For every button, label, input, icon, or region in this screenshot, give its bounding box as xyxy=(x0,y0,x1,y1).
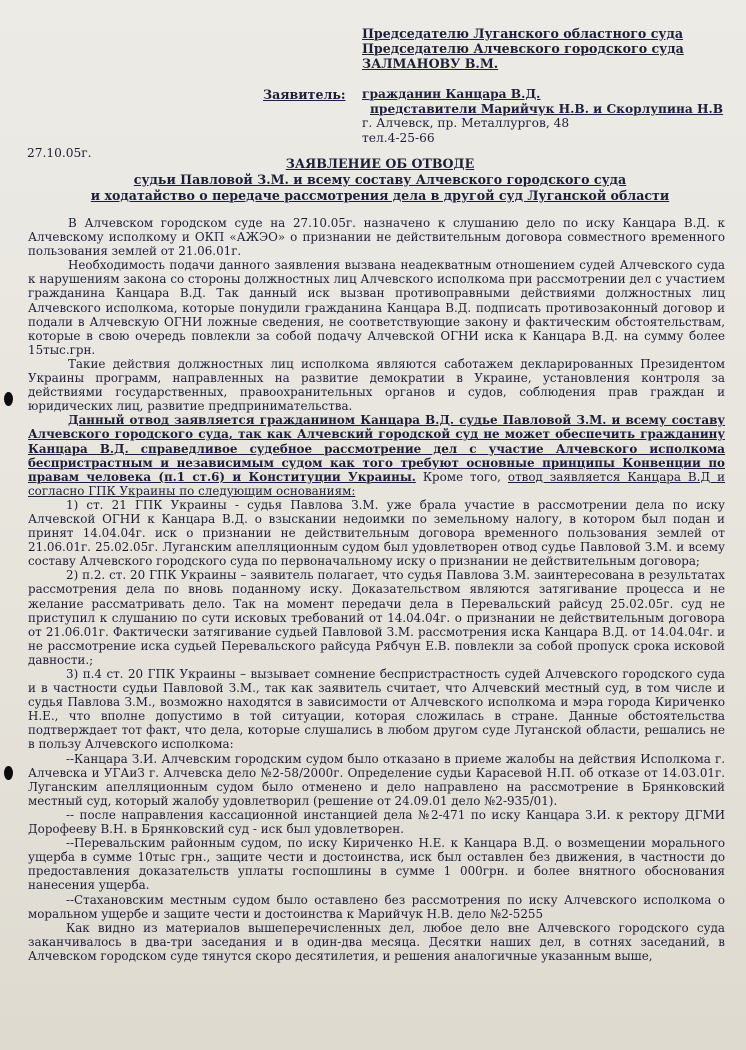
bold-statement: Данный отвод заявляется гражданином Канцара В.Д. судье Павловой З.М. и всему составу Алчевского городского суда, так как Алчевский городской суд не может обеспечить гражданину Канцара В.Д. справедливое судебное рассмотрение дел с участие Алчевского исполкома беспристрастным и независимым судом как того требуют основные принципы Конвенции по правам человека (п.1 ст.6) и Конституции Украины. xyxy=(28,413,725,484)
applicant-block xyxy=(362,87,723,145)
paragraph: Как видно из материалов вышеперечисленных дел, любое дело вне Алчевского городского суда заканчивалось в два-три заседания и в один-два месяца. Десятки наших дел, в сотнях заседаний, в Алчевском городском суде тянутся скоро десятилетия, и решения аналогичные указанным выше, xyxy=(28,920,725,963)
applicant-name: гражданин Канцара В.Д. xyxy=(362,87,541,101)
paragraph: Необходимость подачи данного заявления вызвана неадекватным отношением судей Алчевского суда к нарушениям закона со стороны должностных лиц Алчевского исполкома при рассмотрении дел с участием гражданина Канцара В.Д. Так данный иск вызван противоправными действиями должностных лиц Алчевского исполкома, которые понудили гражданина Канцара В.Д. подписать противозаконный договор и подали в Алчевскую ОГНИ ложные сведения, не соответствующие закону и фактическим обстоятельствам, которые в свою очередь повлекли за собой подачу Алчевской ОГНИ иска к Канцара В.Д. на сумму более 15тыс.грн. xyxy=(28,258,725,357)
addressee-line: Председателю Луганского областного суда xyxy=(362,26,684,41)
paragraph: 2) п.2. ст. 20 ГПК Украины – заявитель полагает, что судья Павлова З.М. заинтересована в результатах рассмотрения дела по вновь поданному иску. Доказательством являются затягивание процесса и не желание рассматривать дело. Так на момент передачи дела в Перевальский райсуд 25.02.05г. суд не приступил к слушанию по сути исковых требований от 14.04.04г. о признании не действительным договора от 21.06.01г. Фактически затягивание судьей Павловой З.М. рассмотрения иска Канцара В.Д. от 14.04.04г. и не рассмотрение иска судьей Перевальского райсуда Рябчун Е.В. повлекли за собой пропуск срока исковой давности.; xyxy=(28,568,725,667)
paragraph: --Стахановским местным судом было оставлено без рассмотрения по иску Алчевского исполкома о моральном ущербе и защите чести и достоинства к Марийчук Н.В. дело №2-5255 xyxy=(28,892,725,921)
title-line: и ходатайство о передаче рассмотрения дела в другой суд Луганской области xyxy=(90,188,670,203)
paragraph: -- после направления кассационной инстанцией дела №2-471 по иску Канцара З.И. к ректору ДГМИ Дорофееву В.Н. в Брянковский суд - иск был удовлетворен. xyxy=(28,807,725,837)
applicant-address: г. Алчевск, пр. Металлургов, 48 xyxy=(362,116,570,130)
document-date: 27.10.05г. xyxy=(27,146,92,160)
paragraph: 1) ст. 21 ГПК Украины - судья Павлова З.М. уже брала участие в рассмотрении дела по иску Алчевской ОГНИ к Канцара В.Д. о взыскании недоимки по земельному налогу, в котором был подан и принят 14.04.04г. иск о признании не действительным договора временного пользования землей от 21.06.01г. 25.02.05г. Луганским апелляционным судом был удовлетворен отвод судье Павловой З.М. и всему составу Алчевского городского суда по первоначальному иску о признании не действительным договора; xyxy=(28,497,725,569)
document-title xyxy=(60,156,700,204)
applicant-representatives: представители Марийчук Н.В. и Скорлупина Н.В xyxy=(370,101,724,116)
paragraph: Такие действия должностных лиц исполкома являются саботажем декларированных Президентом Украины программ, направленных на развитие демократии в Украине, установления контроля за действиями государственных, правоохранительных органов и судов, соблюдения прав граждан и юридических лиц, развитие предпринимательства. xyxy=(28,356,725,414)
addressee-name: ЗАЛМАНОВУ В.М. xyxy=(362,56,499,71)
underlined-text: отвод заявляется Канцара В.Д и согласно ГПК Украины по следующим основаниям: xyxy=(28,469,725,498)
punch-hole xyxy=(4,392,13,406)
document-body xyxy=(28,216,725,963)
applicant-label: Заявитель: xyxy=(263,87,346,102)
paragraph xyxy=(28,413,725,498)
applicant-phone: тел.4-25-66 xyxy=(362,130,435,145)
paragraph: --Канцара З.И. Алчевским городским судом было отказано в приеме жалобы на действия Исполкома г. Алчевска и УГАиЗ г. Алчевска дело №2-58/2000г. Определение судьи Карасевой Н.П. об отказе от 14.03.01г. Луганским апелляционным судом было отменено и дело направлено на рассмотрение в Брянковский местный суд, который жалобу удовлетворил (решение от 24.09.01 дело №2-935/01). xyxy=(28,751,725,808)
punch-hole xyxy=(4,766,13,780)
addressee-line: Председателю Алчевского городского суда xyxy=(362,41,684,56)
paragraph: В Алчевском городском суде на 27.10.05г. назначено к слушанию дело по иску Канцара В.Д. к Алчевскому исполкому и ОКП «АЖЭО» о признании не действительным договора совместного временного пользования землей от 21.06.01г. xyxy=(28,216,725,259)
addressee-block xyxy=(362,26,684,71)
paragraph: --Перевальским районным судом, по иску Кириченко Н.Е. к Канцара В.Д. о возмещении морального ущерба в сумме 10тыс грн., защите чести и достоинства, иск был оставлен без движения, в частности до предоставления доказательств уплаты госпошлины в сумме 1 000грн. и более внятного обоснования нанесения ущерба. xyxy=(28,836,725,893)
title-line: судьи Павловой З.М. и всему составу Алчевского городского суда xyxy=(133,172,627,187)
title-line: ЗАЯВЛЕНИЕ ОБ ОТВОДЕ xyxy=(285,156,475,171)
text-run: Кроме того, xyxy=(415,469,508,484)
paragraph: 3) п.4 ст. 20 ГПК Украины – вызывает сомнение беспристрастность судей Алчевского городского суда и в частности судьи Павловой З.М., так как заявитель считает, что Алчевский местный суд, в том числе и судья Павлова З.М., возможно находятся в зависимости от Алчевского исполкома и мэра города Кириченко Н.Е., что вполне допустимо в той ситуации, которая сложилась в стране. Данные обстоятельства подтверждает тот факт, что дела, которые слушались в любом другом суде Луганской области, решались не в пользу Алчевского исполкома: xyxy=(28,667,725,752)
